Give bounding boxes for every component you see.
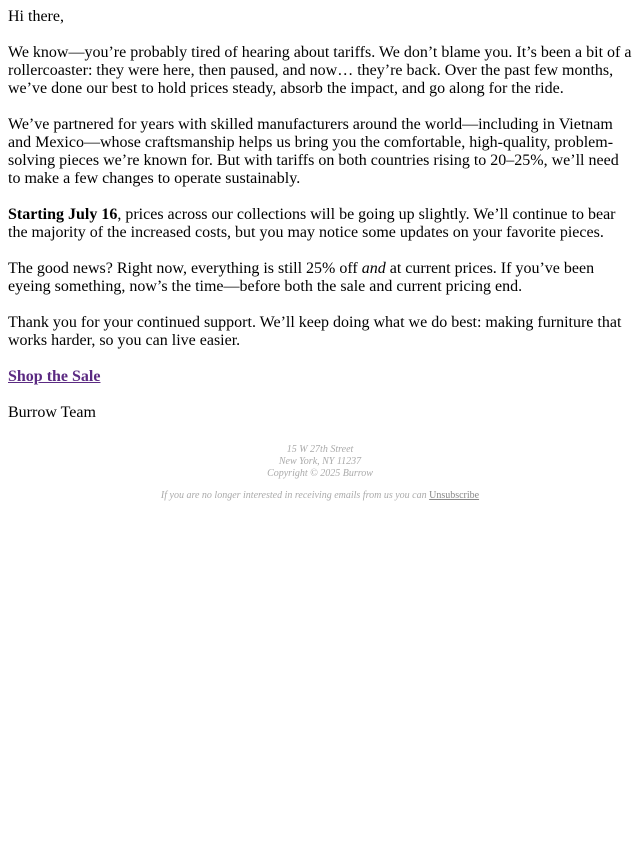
address-street: 15 W 27th Street (286, 444, 354, 455)
start-date: Starting July 16 (8, 206, 118, 223)
unsubscribe-row (8, 490, 632, 502)
paragraph-price-change (8, 206, 632, 242)
emphasis-and: and (361, 260, 386, 277)
price-change-text: , prices across our collections will be going up slightly. We’ll continue to bear the majority of the increased costs, but you may notice some updates on your favorite pieces. (8, 206, 616, 241)
unsubscribe-link[interactable]: Unsubscribe (429, 490, 480, 501)
sale-news-text-end: at current prices. If you’ve been eyeing something, now’s the time—before both the sale and current pricing end. (8, 260, 595, 295)
email-footer (8, 444, 632, 502)
paragraph-manufacturers: We’ve partnered for years with skilled manufacturers around the world—including in Vietnam and Mexico—whose craftsmanship helps us bring you the comfortable, high-quality, problem-solving pieces we’re known for. But with tariffs on both countries rising to 20–25%, we’ll need to make a few changes to operate sustainably. (8, 116, 619, 187)
unsubscribe-text: If you are no longer interested in receiving emails from us you can (160, 490, 430, 501)
sale-news-text-start: The good news? Right now, everything is still 25% off (8, 260, 362, 277)
paragraph-thanks: Thank you for your continued support. We’ll keep doing what we do best: making furniture that works harder, so you can live easier. (8, 314, 622, 349)
paragraph-tariffs-intro: We know—you’re probably tired of hearing about tariffs. We don’t blame you. It’s been a bit of a rollercoaster: they were here, then paused, and now… they’re back. Over the past few months, we’ve done our best to hold prices steady, absorb the impact, and go along for the ride. (8, 44, 632, 97)
paragraph-sale-news (8, 260, 632, 296)
address-city: New York, NY 11237 (278, 456, 362, 467)
copyright: Copyright © 2025 Burrow (267, 468, 373, 479)
greeting: Hi there, (8, 8, 64, 25)
cta-row (8, 368, 632, 386)
shop-the-sale-link[interactable]: Shop the Sale (8, 368, 101, 385)
signoff: Burrow Team (8, 404, 96, 421)
